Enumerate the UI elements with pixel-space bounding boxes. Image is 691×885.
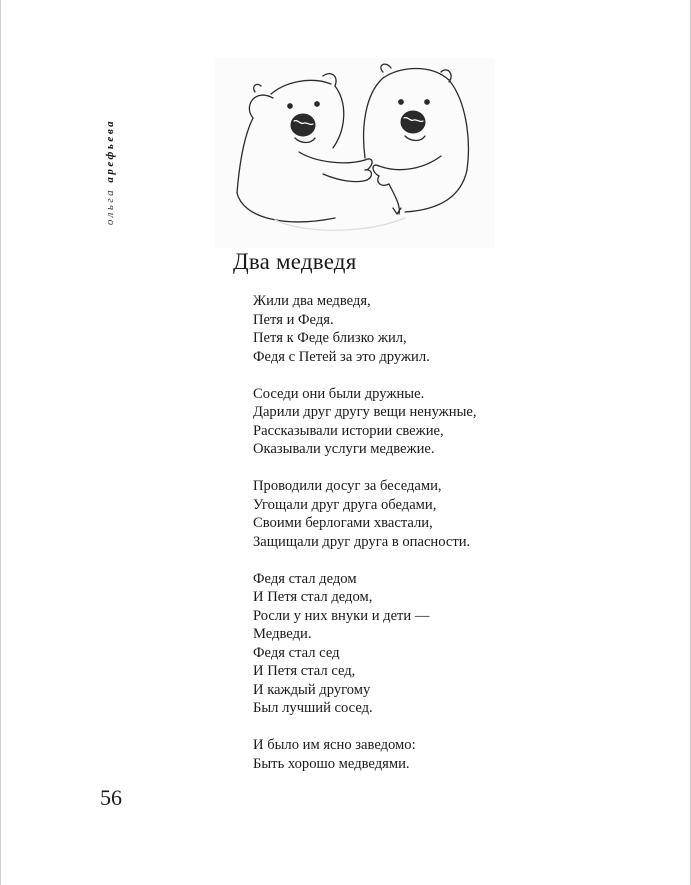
stanza	[253, 477, 573, 551]
poem-line: И Петя стал сед,	[253, 663, 356, 679]
right-bear-drawing	[364, 64, 469, 214]
poem-line: Своими берлогами хвастали,	[253, 515, 433, 531]
poem-line: Соседи они были дружные.	[253, 385, 425, 402]
poem-line: Проводили досуг за беседами,	[253, 478, 442, 494]
left-bear-drawing	[237, 74, 372, 222]
page-number: 56	[100, 785, 122, 810]
poem-line: Оказывали услуги медвежие.	[253, 441, 435, 457]
poem-line: Рассказывали истории свежие,	[253, 422, 444, 439]
poem-line: Федя стал дедом	[253, 570, 357, 587]
author-last-name: арефьева	[104, 118, 116, 183]
poem-line: Дарили друг другу вещи ненужные,	[253, 404, 477, 420]
poem-line: И каждый другому	[253, 681, 371, 698]
stanza	[253, 385, 573, 459]
poem-line: Быть хорошо медведями.	[253, 755, 410, 772]
stanza	[253, 292, 573, 366]
poem-line: Росли у них внуки и дети —	[253, 607, 430, 624]
poem-line: Был лучший сосед.	[253, 700, 373, 716]
poem-line: Петя к Феде близко жил,	[253, 330, 407, 346]
poem-line: И было им ясно заведомо:	[253, 737, 416, 753]
poem-line: Жили два медведя,	[253, 293, 371, 309]
poem-line: Защищали друг друга в опасности.	[253, 533, 471, 550]
poem-title: Два медведя	[233, 249, 357, 274]
poem-line: Петя и Федя.	[253, 311, 334, 328]
poem-line: Федя с Петей за это дружил.	[253, 348, 430, 365]
stanza	[253, 570, 573, 718]
poem-body	[253, 292, 573, 792]
page-edge-left	[0, 0, 1, 885]
poem-line: Медведи.	[253, 626, 312, 642]
two-bears-illustration	[215, 58, 495, 248]
running-head-author	[100, 96, 120, 248]
author-first-name: ольга	[104, 187, 116, 226]
stanza	[253, 736, 573, 773]
poem-line: Угощали друг друга обедами,	[253, 496, 437, 513]
poem-line: Федя стал сед	[253, 644, 340, 661]
poem-line: И Петя стал дедом,	[253, 589, 373, 605]
